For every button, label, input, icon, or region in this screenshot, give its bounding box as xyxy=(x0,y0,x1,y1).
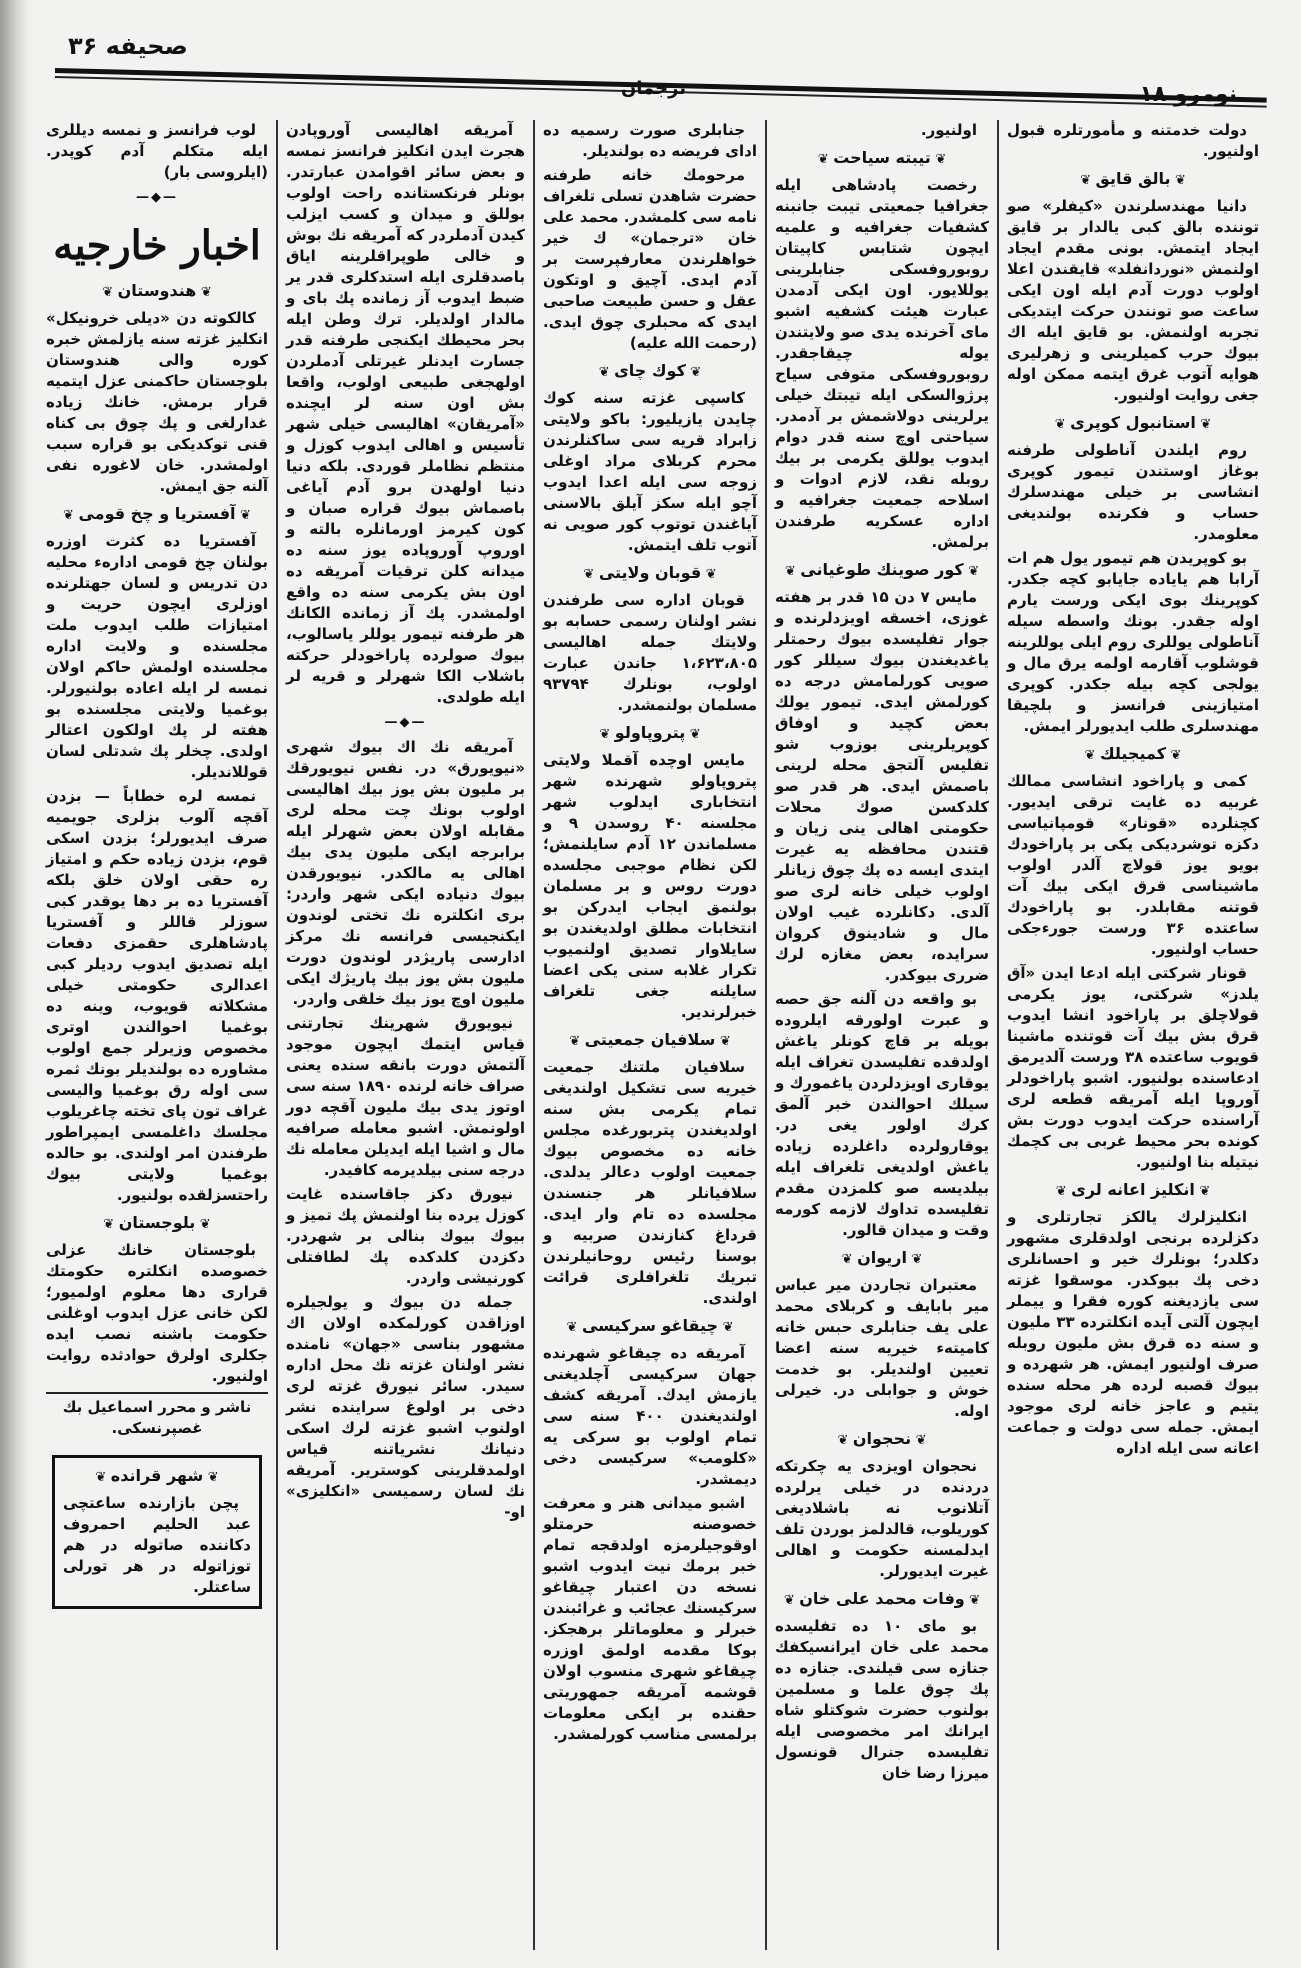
article-paragraph: مرحومك خانه طرفنه حضرت شاهدن تسلى تلغراف نامه سى كلمشدر. محمد على خان «ترجمان» ك خير خواهلرندن معارفپرست بر آدم ايدى. آچيق و اوتكون عقل و حسن طبيعت صاحبى ايدى كه محبلرى چوق ايدى. (رحمت الله عليه) xyxy=(543,166,757,352)
article-paragraph: بو واقعه دن آلنه جق حصه و عبرت اولورقه ايلروده بويله بر قاچ كونلر ياغش اولدقده تفليسدن تغراف ايله يوقارى اويزدلردن ياغمورك و سيلك احوالندن خبر آلمق كرك اولور يغى در. يوقارولرده داغلرده زياده ياغش اولديغى تلغراف ايله بيلديسه صو كلمزدن مقدم تفليسده تداوك لازمه كورمه وقت و ميدان قالور. xyxy=(775,990,989,1239)
section-heading: ❦ پتروپاولو ❦ xyxy=(543,722,757,746)
publisher-signature: ناشر و محرر اسماعيل بك غصپرنسكى. xyxy=(46,1392,268,1439)
section-heading: ❦ انكليز اعانه لرى ❦ xyxy=(1007,1179,1259,1203)
advertisement-heading: ❦ شهر قرانده ❦ xyxy=(63,1465,251,1489)
article-paragraph: مايس ۷ دن ۱۵ قدر بر هفته غوزى، اخسقه اويزدلرنده و جوار تفليسده بيوك رحمتلر ياغديغندن بيوك سيللر كور صويى كورلمامش درجه ده كورلمش ايدى. تيمور يولك بعض كچيد و اوفاق كوپريلرينى بوزوب شو تفليس آلتجق محله لرينى باصمش ايدى. هر قدر صو كلدكسن صوك محلات حكومتى اهالى ينى زيان و قتندن محافظه يه غيرت ايتدى ايسه ده پك چوق زيانلر اولوب خيلى خانه لرى صو آلدى. دكانلرده غيب اولان مال و شادينوق كروان سرايده، بعض مغازه لرك ضررى بيوكدر. xyxy=(775,588,989,984)
article-paragraph: اشبو ميدانى هنر و معرفت خصوصنه حرمتلو اوقوجيلرمزه اولدقجه تمام خبر برمك نيت ايدوب اشبو نسخه دن اعتبار چيقاغو سركيسنك عجائب و غرائبندن خبرلر و معلوماتلر برهجكز. بوكا مقدمه اولمق اوزره چيقاغو شهرى منسوب اولان قوشمه آمريقه جمهوريتى حقنده بر ايكى معلومات برلمسى مناسب كورلمشدر. xyxy=(543,1494,757,1743)
column-3 xyxy=(533,120,765,1950)
newspaper-name: ترجمان xyxy=(620,78,687,99)
column-4 xyxy=(276,120,533,1950)
advertisement-box xyxy=(52,1455,262,1609)
article-paragraph: نيويورق شهرينك تجارتنى قياس ايتمك ايچون موجود آلتمش دورت بانقه سنده يعنى صراف خانه لرنده ۱۸۹۰ سنه سى اوتوز يدى بيك مليون آقچه دور اولونمش. اشبو معامله صرافيه مال و اشيا ايله ايديلن معامله نك درجه سنى بيلديرمه كافيدر. xyxy=(286,1014,525,1179)
article-paragraph: آمريقه اهاليسى آوروپادن هجرت ايدن انكليز فرانسز نمسه و بعض سائر اقوامدن عبارتدر. بونلر فرنكستانده راحت اولوب بوللق و ميدان و كسب ايزلب كيدن آدملردر كه آمريقه نك بوش و خالى طوپراقلرينه اياق باصدقلرى ايله استدكلرى قدر ير ضبط ايدوب آز زمانده پك باى و مالدار اولديلر. ترك وطن ايله بحر محيطك ايكنجى طرفنه قدر جسارت ايدنلر غيرتلى آدملردن اولهجغى طبيعى اولوب، واقعا بش اون سنه لر ايچنده «آمريقان» اهاليسى خيلى شهر تأسيس و اهالى ايدوب كوزل و منتظم نظاملر قوردى. بلكه دنيا دنيا اولهدن برو آدم آياغى باصماش بيوك قراره صبان و كون كيرمز اورمانلره بالته و اوروپ آوروپاده يوز سنه ده ميدانه كلن ترقيات آمريقه ده اون بش يكرمى سنه ده واقع اولمشدر. پك آز زمانده الكانك هر طرفنه تيمور يوللر ياسالوب، بيوك صولرده پاراخودلر حركته باشلاب الكا شهرلر و قريه لر ايله طولدى. xyxy=(286,121,525,706)
article-paragraph: آمريقه ده چيقاغو شهرنده جهان سركيسى آچلديغنى يازمش ايدك. آمريقه كشف اولنديغندن ۴۰۰ سنه سى تمام اولوب بو سركى يه «كلومب» سركيسى دخى ديمشدر. xyxy=(543,1344,758,1488)
article-paragraph: دانيا مهندسلرندن «كيفلر» صو توننده بالق كبى يالدار بر قايق ايجاد ايتمش. بونى مقدم ايجاد اولنمش «نوردانفلد» قايقندن اعلا اولوب دورت آدم ايله اون ايكى ساعت صو تونندن حركت ايتديكى تجربه اولنمش. بو قايق ايله اك بيوك حرب كميلرينى و زهرليرى هوايه آتوب غرق ايتمه ممكن اوله جغى روايت اولنيور. xyxy=(1007,197,1259,404)
section-heading: ❦ هندوستان ❦ xyxy=(46,280,268,304)
section-heading: ❦ بالق قايق ❦ xyxy=(1007,168,1259,192)
article-paragraph: نمسه لره خطاباً — بزدن آقچه آلوب بزلرى جويميه صرف ايديورلر؛ بزدن اسكى قوم، بزدن زياده حكم و امتياز ره حقى اولان خلق بلكه آفستريا ده بر دها يوقدر كبى سوزلر قاللر و آفستريا پادشاهلرى حقمزى دفعات ايله تصديق ايدوب رديلر كبى اعدالرى حكومتى خيلى مشكلاته قويوب، وينه ده بوغميا احوالندن اوترى مخصوص وزيرلر جمع اولوب مشاوره ده بولنديلر بونك ثمره سى اوله رق بوغميا واليسى غراف تون پاى تخته چاغريلوب مجلسك داغلمسى ايمپراطور طرفندن امر اولندى. بو حالده بوغميا ولايتى بيوك راحتسزلقده بولنيور. xyxy=(46,787,268,1204)
column-2 xyxy=(765,120,997,1950)
section-heading: ❦ كميجيلك ❦ xyxy=(1007,743,1259,767)
article-paragraph: آفستريا ده كثرت اوزره بولنان چخ قومى ادارهء محليه دن تدريس و لسان جهتلرنده اوزلرى ايچون حريت و امتيازات طلب ايدوب ملت مجلسنده و ولايت اداره مجلسنده اولمش حاكم اولان نمسه لر ايله اعاده بولنيورلر. بوغميا ولايتى مجلسنده بو هفته لر پك اولكون اعتالر اولدى. چخلر پك شدتلى لسان قوللانديلر. xyxy=(46,532,268,781)
section-heading: ❦ قوبان ولايتى ❦ xyxy=(543,562,757,586)
page-number: صحيفه ۳۶ xyxy=(68,32,188,60)
article-paragraph: كالكوته دن «ديلى خرونيكل» انكليز غزته سنه يازلمش خبره كوره والى هندوستان بلوجستان حاكمنى عزل ايتميه قرار برمش. خانك زياده غدارلغى و پك چوق بى كناه قنى توكديكى بو قراره سبب اولمشدر. خان لاغوره نفى آلنه جق ايمش. xyxy=(46,309,268,495)
section-heading: ❦ سلافيان جمعيتى ❦ xyxy=(543,1029,757,1053)
article-paragraph: نيورق دكز جاقاسنده غايت كوزل يرده بنا اولنمش پك تميز و بيوك بيوك بنالى بر شهردر. دكزدن كلدكده پك لطافتلى كورنيشى واردر. xyxy=(286,1185,525,1287)
article-paragraph: جمله دن بيوك و يولجيلره اوزاقدن كورلمكده اولان اك مشهور بناسى «جهان» نامنده نشر اولنان غزته نك محل اداره سيدر. سائر نيورق غزته لرى دخى بر اولوغ سراينده نشر اولنوب اشبو غزته لرك اسكى دنيانك نشرياتنه قياس اولمدقلرينى كوسترير. آمريقه نك لسان رسميسى «انكليزى» او- xyxy=(286,1293,525,1521)
article-paragraph: سلافيان ملتنك جمعيت خيريه سى تشكيل اولنديغى تمام يكرمى بش سنه اولديغندن پتربورغده مجلس خانه ده مخصوص بيوك جمعيت اولوب دعالر يدلدى. سلافيانلر هر جنسندن مجلسده ده تام وار ايدى. قرداغ كنازندن صربيه و بوسنا رئيس روحانيلرندن تبريك تلغرافلرى قرائت اولندى. xyxy=(543,1058,757,1307)
section-heading: ❦ نحجوان ❦ xyxy=(775,1428,989,1452)
section-heading: ❦ وفات محمد على خان ❦ xyxy=(775,1588,989,1612)
column-5 xyxy=(38,120,276,1950)
issue-number: نومرو ۱۸ xyxy=(1139,82,1237,107)
article-paragraph: كمى و پاراخود انشاسى ممالك غربيه ده غايت ترقى ايديور. كچنلرده «قونار» قومپانياسى دكزه توشرديكى يكى بر پاراخودك بويو يوز قولاچ آلدر اولوب ماشيناسى قرق ايكى بيك آت قوتنه مقابلدر. بو پاراخودك ساعتده ۳۶ ورست جورءجكى حساب اولنيور. xyxy=(1007,772,1259,958)
article-paragraph: اولنيور. xyxy=(920,121,977,139)
article-paragraph: قوبان اداره سى طرفندن نشر اولنان رسمى حسابه بو ولايتك جمله اهاليسى ۱،۶۲۳،۸۰۵ جاندن عبارت اولوب، بونلرك ۹۳۷۹۴ مسلمان بولنمشدر. xyxy=(543,591,757,714)
article-paragraph: رخصت پادشاهى ايله جغرافيا جمعيتى تيبت جانبنه كشفيات جغرافيه و علميه ايچون شتابس كاپيتان روبوروفسكى جنابلرينى يوللايور. اون ايكى آدمدن عبارت هيئت كشفيه اشبو ماى آخرنده يدى صو ولايتندن يوله چيقاجقدر. روبوروفسكى متوفى سياح پرژوالسكى ايله تيبتك خيلى يرلرينى دولاشمش بر آدمدر. سياحتى اوچ سنه قدر دوام ايدوب يوللق يكرمى بر بيك روبله نقد، لازم ادوات و اسلاحه جمعيت جغرافيه و اداره عسكريه طرفندن برلمش. xyxy=(775,176,989,551)
section-heading: ❦ استانبول كوپرى ❦ xyxy=(1007,412,1259,436)
article-paragraph: مايس اوچده آقملا ولايتى پتروپاولو شهرنده شهر انتخابارى ايدلوب شهر مجلسنه ۴۰ روسدن ۹ و مسلماندن ۱۲ آدم سايلنمش؛ لكن نظام موجبى مجلسده دورت روس و بر مسلمان بولنمق ايجاب ايدركن بو انتخابات مطلق اولديغندن بو سايلاوار تصديق اولنميوب تكرار غلابه سنى يكى اعضا سايلنه جغى تلغراف خبرلرندير. xyxy=(543,751,758,1021)
article-paragraph: نحجوان اويزدى يه چكرتكه دردنده در خيلى يرلرده آتلانوب نه باشلاديغى كوريلوب، قالدلمز بوردن تلف ايدلمسنه حكومت و اهالى غيرت ايديورلر. xyxy=(775,1457,989,1580)
article-paragraph: انكليزلرك يالكز تجارتلرى و دكزلرده برنجى اولدقلرى مشهور دكلدر؛ بونلرك خير و احسانلرى دخى پك بيوكدر. موسقوا غزته سى يازديغنه كوره فقرا و ييملر ايچون آلتى آيده انكلترده ۳۳ مليون و سنه ده قرق بش مليون روبله صرف اولنيور ايمش. هر شهرده و بيوك قصبه لرده هر محله سنده يتيم و عاجز خانه لرى موجود ايمش. جمله سى دولت و جماعت اعانه سى ايله اداره xyxy=(1007,1208,1259,1457)
article-paragraph: لوب فرانسز و نمسه ديللرى ايله متكلم آدم كوپدر. (ايلروسى بار) xyxy=(46,121,268,181)
article-paragraph: قونار شركتى ايله ادعا ايدن «آق يلدز» شركتى، يوز يكرمى قولاچلق بر پاراخود انشا ايدوب قرق بش بيك آت قوتنده ماشينا قويوب ساعتده ۳۸ ورست آلديرمق ادعاسنده بولنيور. اشبو پاراخودلر آوروپا ايله آمريقه قطعه لرى آراسنده حركت ايدوب دورت بش كونده بحر محيط غربى بى كچمك نيتيله بنا اولنيور. xyxy=(1007,964,1259,1171)
article-paragraph: معتبران تجاردن مير عباس مير بابايف و كربلاى محمد على يف جنابلرى حبس خانه كاميتهء خيريه سنه اعضا تعيين اولنديلر. بو خدمت خوش و جوابلى در. خيرلى اوله. xyxy=(775,1276,989,1420)
ornament-divider: —◆— xyxy=(136,190,178,205)
article-paragraph: كاسپى غزته سنه كوك چايدن يازيليور: باكو ولايتى زابراد قريه سى ساكنلرندن محرم كربلاى مراد اوغلى زوجه سى ايله اعدا ايدوب آچو ايله سكز آيلق بالاسنى آياغندن توتوب كور صويى نه آتوب تلف ايتمش. xyxy=(543,389,757,554)
section-heading: ❦ كور صوينك طوغيانى ❦ xyxy=(775,559,989,583)
column-1 xyxy=(997,120,1267,1950)
article-paragraph: جنابلرى صورت رسميه ده اداى فريضه ده بولنديلر. xyxy=(543,121,757,160)
newspaper-columns xyxy=(38,120,1267,1950)
section-heading: ❦ آفستريا و چخ قومى ❦ xyxy=(46,503,268,527)
article-paragraph: روم ايلندن آناطولى طرفنه بوغاز اوستندن تيمور كوپرى انشاسى بر خيلى مهندسلرك حساب و فكرنده بولنديغى معلومدر. xyxy=(1007,441,1259,543)
article-paragraph: دولت خدمتنه و مأمورتلره قبول اولنيور. xyxy=(1007,121,1259,160)
section-heading: ❦ تيبته سياحت ❦ xyxy=(775,147,989,171)
scan-edge-shadow xyxy=(0,0,30,1968)
ornament-divider: —◆— xyxy=(384,715,427,730)
masthead xyxy=(40,20,1267,110)
advertisement-text: پچن بازارنده ساعتچى عبد الحليم احمروف دكاننده صاتوله در هم توزاتوله در هر تورلى ساعتلر. xyxy=(63,1494,251,1596)
section-heading: ❦ اريوان ❦ xyxy=(775,1247,989,1271)
section-heading: ❦ چيقاغو سركيسى ❦ xyxy=(543,1315,757,1339)
article-paragraph: بو ماى ۱۰ ده تفليسده محمد على خان ايرانسيكفك جنازه سى قيلندى. جنازه ده پك چوق علما و مسلمين بولنوب حضرت شوكتلو شاه ايرانك امر مخصوصى ايله تفليسده جنرال قونسول ميرزا رضا خان xyxy=(775,1617,989,1782)
article-paragraph: بو كوپريدن هم تيمور يول هم ات آرابا هم ياياده جايابو كچه جكدر. كوپرينك بوى ايكى ورست يارم اوله جقدر. بونك واسطه سيله آناطولى يوللرى روم ايلى يوللرينه قوشلوب آقارمه اولمه يرق مال و يولجى كچه بيله جكدر. كوپرى امتيازينى فرانسز و بلچيقا مهندسلرى طلب ايديورلر ايمش. xyxy=(1007,549,1259,735)
article-paragraph: بلوجستان خانك عزلى خصوصده انكلتره حكومتك قرارى دها معلوم اولميور؛ لكن خانى عزل ايدوب اوغلنى حكومت باشنه نصب ايده جكلرى اولرق حوادثده روايت اولنيور. xyxy=(46,1241,268,1385)
section-heading: ❦ كوك چاى ❦ xyxy=(543,360,757,384)
section-title: اخبار خارجيه xyxy=(53,222,261,269)
article-paragraph: آمريقه نك اك بيوك شهرى «نيويورق» در. نفس نيويورقك بر مليون بش يوز بيك اهاليسى اولوب بونك چت محله لرى مقابله اولان بعض شهرلر ايله برابرجه ايكى مليون يدى بيك اهالى يه مالكدر. نيويورقدن بيوك دنياده ايكى شهر واردر: برى انكلتره نك تختى لوندون ايكنجيسى فرانسه نك مركز ادارسى پاريژدر لوندون دورت مليون بش يوز بيك پاريژك ايكى مليون اوچ يوز بيك خلقى واردر. xyxy=(286,738,525,1008)
section-heading: ❦ بلوجستان ❦ xyxy=(46,1212,268,1236)
